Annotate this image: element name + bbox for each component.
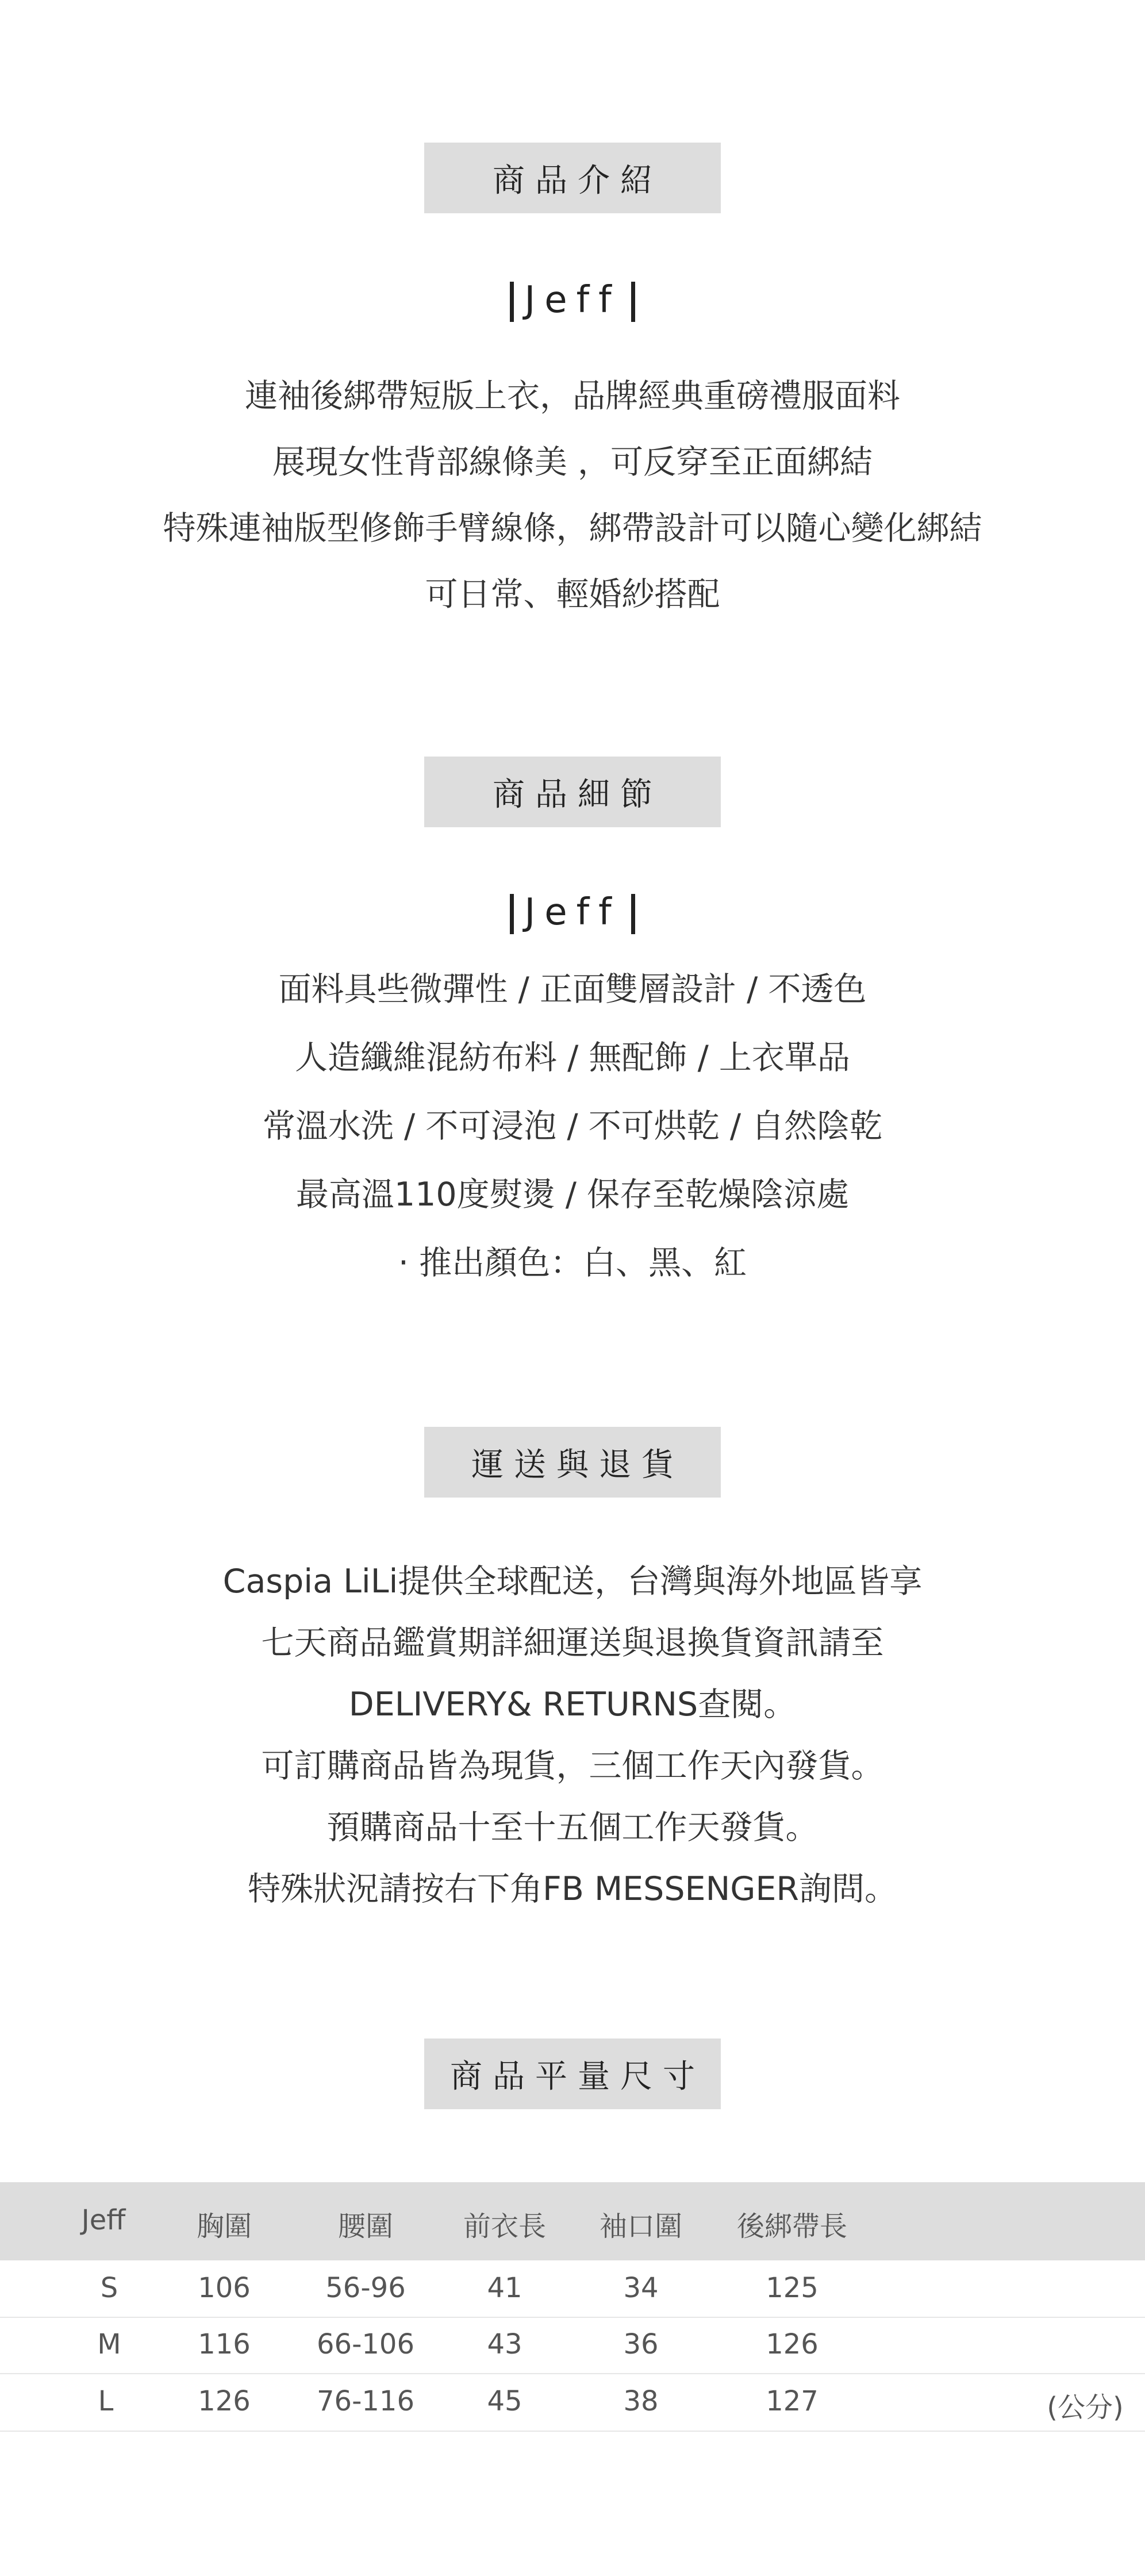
size-cell: 41 <box>487 2272 522 2304</box>
intro-line: 特殊連袖版型修飾手臂線條，綁帶設計可以隨心變化綁結 <box>163 509 982 547</box>
size-cell: 126 <box>198 2385 251 2417</box>
divider-bar-left <box>510 894 514 934</box>
size-header-cell: 前衣長 <box>463 2210 547 2243</box>
size-header-cell: Jeff <box>81 2204 126 2236</box>
size-cell: 126 <box>766 2328 819 2360</box>
product-name-details: Jeff <box>0 891 1145 934</box>
section-title-size: 商品平量尺寸 <box>424 2038 721 2109</box>
shipping-line: Caspia LiLi提供全球配送，台灣與海外地區皆享 <box>222 1563 923 1600</box>
colors-line: · 推出顏色：白、黑、紅 <box>398 1244 747 1282</box>
size-cell: M <box>97 2328 121 2360</box>
shipping-line: DELIVERY& RETURNS查閱。 <box>348 1686 797 1723</box>
details-list <box>0 955 1145 1297</box>
size-header-cell: 胸圍 <box>196 2210 252 2243</box>
details-line: 面料具些微彈性 / 正面雙層設計 / 不透色 <box>278 970 867 1008</box>
section-title-details: 商品細節 <box>424 757 721 827</box>
section-title-shipping: 運送與退貨 <box>424 1427 721 1498</box>
unit-label: (公分) <box>1047 2391 1124 2424</box>
size-header-cell: 後綁帶長 <box>736 2210 848 2243</box>
intro-line: 展現女性背部線條美 ，可反穿至正面綁結 <box>272 443 873 481</box>
divider-bar-left <box>510 282 514 322</box>
shipping-line: 七天商品鑑賞期詳細運送與退換貨資訊請至 <box>261 1624 884 1662</box>
intro-line: 連袖後綁帶短版上衣，品牌經典重磅禮服面料 <box>245 377 900 415</box>
size-table-header <box>0 2182 1145 2260</box>
size-cell: 36 <box>623 2328 659 2360</box>
product-name-intro: Jeff <box>0 279 1145 322</box>
row-divider <box>0 2431 1145 2432</box>
size-cell: 45 <box>487 2385 522 2417</box>
size-cell: 56-96 <box>325 2272 406 2304</box>
size-cell: 34 <box>623 2272 659 2304</box>
shipping-line: 預購商品十至十五個工作天發貨。 <box>326 1809 819 1846</box>
size-cell: L <box>98 2385 114 2417</box>
shipping-info <box>0 1551 1145 1920</box>
size-cell: 76-116 <box>316 2385 415 2417</box>
size-header-cell: 袖口圍 <box>599 2210 683 2243</box>
size-cell: 116 <box>198 2328 251 2360</box>
size-cell: 125 <box>766 2272 819 2304</box>
size-header-cell: 腰圍 <box>337 2210 394 2243</box>
details-line: 常溫水洗 / 不可浸泡 / 不可烘乾 / 自然陰乾 <box>262 1107 883 1145</box>
intro-line: 可日常、輕婚紗搭配 <box>425 575 720 613</box>
row-divider <box>0 2317 1145 2318</box>
divider-bar-right <box>631 282 635 322</box>
size-cell: S <box>100 2272 118 2304</box>
size-cell: 38 <box>623 2385 659 2417</box>
details-line: 人造纖維混紡布料 / 無配飾 / 上衣單品 <box>295 1039 850 1077</box>
size-cell: 43 <box>487 2328 522 2360</box>
shipping-line: 可訂購商品皆為現貨，三個工作天內發貨。 <box>261 1747 884 1785</box>
row-divider <box>0 2373 1145 2374</box>
size-cell: 66-106 <box>316 2328 415 2360</box>
divider-bar-right <box>631 894 635 934</box>
section-title-intro: 商品介紹 <box>424 143 721 213</box>
intro-description <box>0 363 1145 628</box>
size-cell: 127 <box>766 2385 819 2417</box>
size-cell: 106 <box>198 2272 251 2304</box>
details-line: 最高溫110度熨燙 / 保存至乾燥陰涼處 <box>295 1176 850 1214</box>
shipping-line: 特殊狀況請按右下角FB MESSENGER詢問。 <box>247 1870 897 1908</box>
